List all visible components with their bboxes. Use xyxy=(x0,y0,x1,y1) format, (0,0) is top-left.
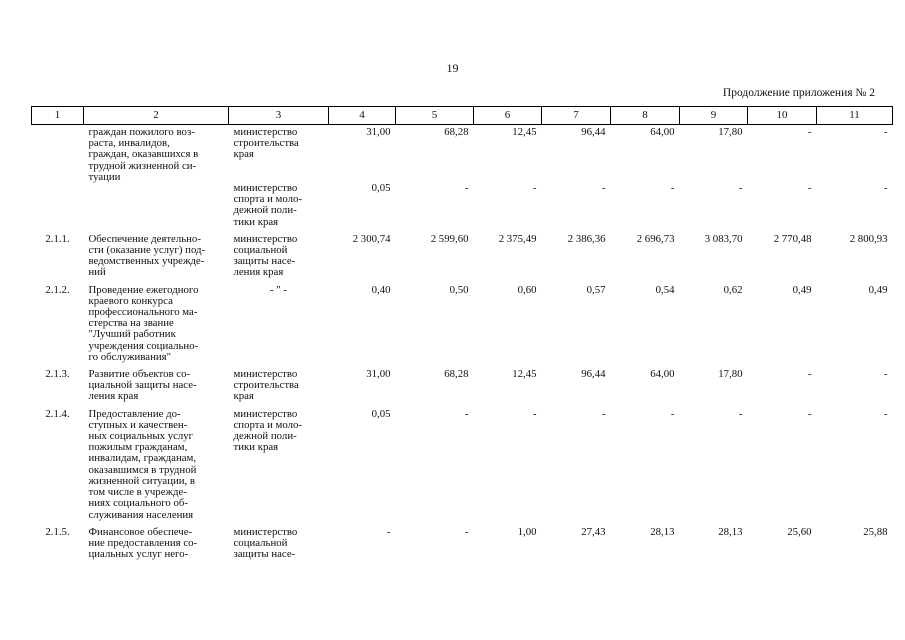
table-row xyxy=(32,228,893,279)
column-header: 4 xyxy=(329,107,396,125)
row-value: 12,45 xyxy=(512,126,537,138)
row-value: - xyxy=(464,525,469,538)
row-value: 25,88 xyxy=(863,525,888,538)
table-row xyxy=(32,125,893,184)
row-code xyxy=(32,125,84,184)
column-header: 10 xyxy=(748,107,817,125)
table-row xyxy=(32,183,893,228)
row-value: 0,49 xyxy=(868,283,888,296)
row-name: Финансовое обеспече- ние предоставления со- циальных услуг него- xyxy=(88,525,198,561)
row-value: - xyxy=(883,407,888,420)
row-name xyxy=(84,183,229,228)
row-value: - xyxy=(386,525,391,538)
row-value: - xyxy=(601,182,606,195)
column-header: 6 xyxy=(474,107,542,125)
row-value: - xyxy=(738,407,743,420)
row-value: - xyxy=(883,126,888,138)
row-code: 2.1.1. xyxy=(45,232,70,245)
table-row xyxy=(32,403,893,521)
column-header: 5 xyxy=(396,107,474,125)
row-value: 68,28 xyxy=(444,368,469,381)
continuation-note: Продолжение приложения № 2 xyxy=(722,87,875,99)
row-value: 25,60 xyxy=(787,525,812,538)
row-value: - xyxy=(670,407,675,420)
row-value: 96,44 xyxy=(581,126,606,138)
row-name: граждан пожилого воз- раста, инвалидов, граждан, оказавшихся в трудной жизненной си- туации xyxy=(88,126,199,183)
row-value: - xyxy=(532,407,537,420)
row-value: 31,00 xyxy=(366,368,391,381)
row-value: 0,05 xyxy=(371,182,391,195)
row-code: 2.1.2. xyxy=(45,283,70,296)
row-executor: министерство спорта и моло- дежной поли- тики края xyxy=(233,182,303,228)
column-header: 8 xyxy=(611,107,680,125)
row-value: 28,13 xyxy=(650,525,675,538)
row-value: 3 083,70 xyxy=(704,232,743,245)
row-value: 68,28 xyxy=(444,126,469,138)
column-header: 7 xyxy=(542,107,611,125)
row-value: 17,80 xyxy=(718,368,743,381)
row-name: Предоставление до- ступных и качествен- ных социальных услуг пожилым гражданам, инвалидам, гражданам, оказавшимся в трудной жизненной ситуации, в том числе в учрежде- ниях социального об- служивания населения xyxy=(88,407,197,521)
row-value: 2 386,36 xyxy=(567,232,606,245)
row-value: 2 375,49 xyxy=(498,232,537,245)
row-value: 64,00 xyxy=(650,368,675,381)
row-value: - xyxy=(464,182,469,195)
row-value: 27,43 xyxy=(581,525,606,538)
row-executor: министерство социальной защиты насе- xyxy=(233,525,298,561)
column-number-row xyxy=(32,107,893,125)
row-value: 2 599,60 xyxy=(430,232,469,245)
row-value: 2 300,74 xyxy=(352,232,391,245)
row-value: - xyxy=(532,182,537,195)
row-value: - xyxy=(464,407,469,420)
row-code: 2.1.3. xyxy=(45,368,70,381)
row-value: 0,40 xyxy=(371,283,391,296)
row-executor: - " - xyxy=(270,283,287,296)
row-value: 0,60 xyxy=(517,283,537,296)
row-value: 31,00 xyxy=(366,126,391,138)
row-value: 17,80 xyxy=(718,126,743,138)
row-value: 64,00 xyxy=(650,126,675,138)
row-value: - xyxy=(807,182,812,195)
table-row xyxy=(32,279,893,363)
row-value: 0,57 xyxy=(586,283,606,296)
row-value: 2 770,48 xyxy=(773,232,812,245)
row-value: 0,50 xyxy=(449,283,469,296)
row-value: - xyxy=(738,182,743,195)
row-value: 2 696,73 xyxy=(636,232,675,245)
page-number: 19 xyxy=(446,61,459,75)
row-value: 12,45 xyxy=(512,368,537,381)
table-row xyxy=(32,363,893,403)
row-value: 0,05 xyxy=(371,407,391,420)
row-executor: министерство социальной защиты насе- ления края xyxy=(233,232,298,279)
row-value: 28,13 xyxy=(718,525,743,538)
row-value: 0,49 xyxy=(792,283,812,296)
row-executor: министерство строительства края xyxy=(233,126,299,161)
row-value: - xyxy=(601,407,606,420)
row-value: - xyxy=(807,126,812,138)
row-code xyxy=(32,183,84,228)
row-value: 96,44 xyxy=(581,368,606,381)
row-executor: министерство строительства края xyxy=(233,368,299,403)
table-row xyxy=(32,521,893,561)
row-value: - xyxy=(883,368,888,381)
row-value: 0,54 xyxy=(655,283,675,296)
column-header: 9 xyxy=(680,107,748,125)
row-value: - xyxy=(807,407,812,420)
column-header: 2 xyxy=(84,107,229,125)
row-value: 0,62 xyxy=(723,283,743,296)
row-value: 1,00 xyxy=(517,525,537,538)
row-value: 2 800,93 xyxy=(849,232,888,245)
column-header: 3 xyxy=(229,107,329,125)
row-value: - xyxy=(670,182,675,195)
column-header: 1 xyxy=(32,107,84,125)
row-value: - xyxy=(807,368,812,381)
row-name: Обеспечение деятельно- сти (оказание услуг) под- ведомственных учрежде- ний xyxy=(88,232,206,279)
row-code: 2.1.5. xyxy=(45,525,70,538)
row-name: Проведение ежегодного краевого конкурса профессионального ма- стерства на звание "Лучший работник учреждения социально- го обслуживания" xyxy=(88,283,199,363)
row-executor: министерство спорта и моло- дежной поли- тики края xyxy=(233,407,303,454)
row-code: 2.1.4. xyxy=(45,407,70,420)
column-header: 11 xyxy=(817,107,893,125)
row-name: Развитие объектов со- циальной защиты насе- ления края xyxy=(88,368,197,403)
budget-table xyxy=(31,106,893,560)
row-value: - xyxy=(883,182,888,195)
